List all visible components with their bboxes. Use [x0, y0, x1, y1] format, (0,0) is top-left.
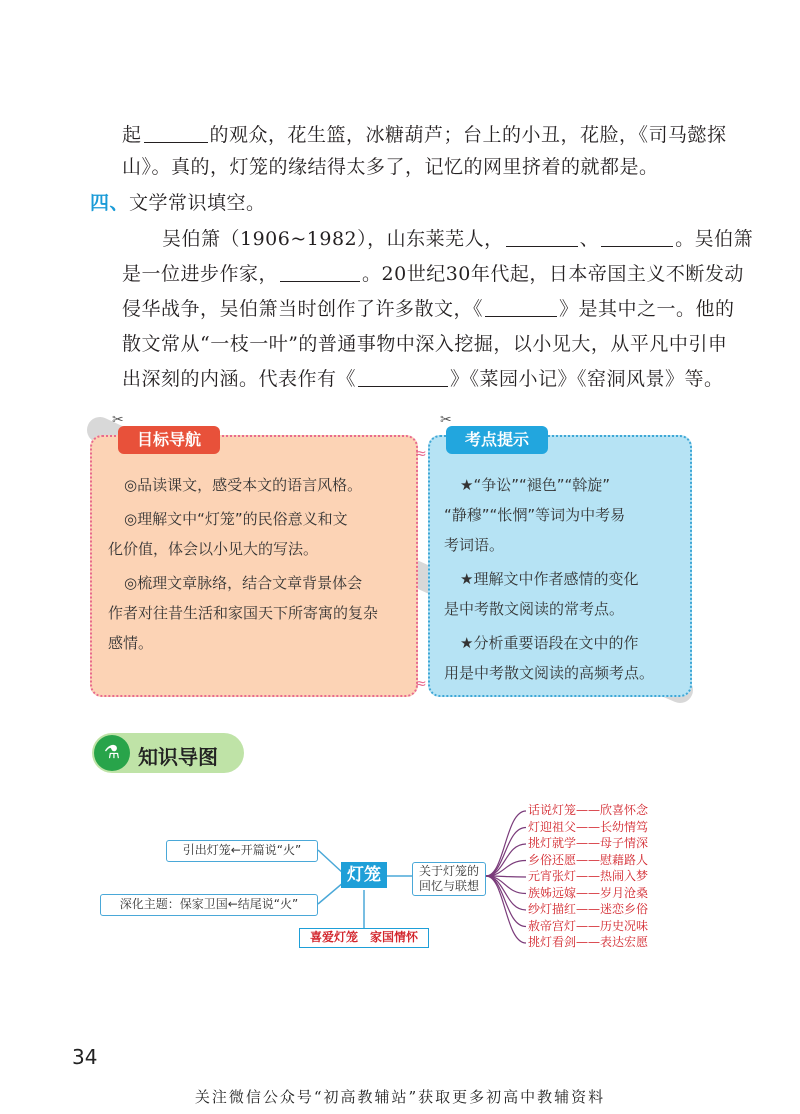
mindmap-title: 知识导图 [138, 745, 218, 769]
tips-tag: 考点提示 [446, 426, 548, 454]
fill-blank[interactable] [601, 228, 673, 247]
box-text-line: 用是中考散文阅读的高频考点。 [444, 664, 655, 682]
box-text-line: 化价值，体会以小见大的写法。 [108, 540, 319, 558]
mindmap-node-emotion: 喜爱灯笼 家国情怀 [299, 928, 429, 948]
mindmap-node-intro: 引出灯笼←开篇说“火” [166, 840, 318, 862]
box-text-line: “静穆”“怅惘”等词为中考易 [444, 506, 626, 524]
memory-item: 纱灯描红——迷恋乡俗 [528, 902, 649, 916]
branch-curve [486, 828, 526, 877]
fill-blank[interactable] [144, 124, 208, 143]
box-text-line: 考词语。 [444, 536, 505, 554]
flask-icon: ⚗ [94, 735, 130, 771]
text-fragment: 》《菜园小记》《窑洞风景》等。 [450, 368, 724, 390]
para-line-1 [162, 224, 753, 251]
section-heading [90, 188, 266, 215]
section-number: 四、 [90, 192, 130, 214]
text-line-1 [122, 120, 727, 147]
para-line-3 [122, 294, 735, 321]
fill-blank[interactable] [358, 368, 448, 387]
para-line-5 [122, 364, 724, 391]
mindmap-node-theme: 深化主题：保家卫国←结尾说“火” [100, 894, 318, 916]
fill-blank[interactable] [485, 298, 557, 317]
node-label: 关于灯笼的 [418, 864, 479, 878]
mindmap-node-memories [412, 862, 486, 896]
text-line-2: 山》。真的，灯笼的缘结得太多了，记忆的网里挤着的就都是。 [122, 156, 659, 178]
ring-clip-icon: ≈ [415, 676, 427, 692]
text-fragment: 吴伯箫（1906~1982），山东莱芜人， [162, 228, 504, 250]
goals-tag: 目标导航 [118, 426, 220, 454]
page-number: 34 [72, 1045, 98, 1069]
memory-item: 挑灯就学——母子情深 [528, 836, 649, 850]
mindmap-center-node: 灯笼 [341, 862, 387, 888]
section-title: 文学常识填空。 [129, 192, 266, 214]
text-fragment: 出深刻的内涵。代表作有《 [122, 368, 357, 390]
scissors-icon: ✂ [440, 412, 452, 428]
text-fragment: 。吴伯箫 [675, 228, 754, 250]
box-text-line: ★理解文中作者感情的变化 [460, 570, 639, 588]
box-text-line: ◎梳理文章脉络，结合文章背景体会 [124, 574, 363, 592]
text-fragment: 》是其中之一。他的 [559, 298, 735, 320]
box-text-line: ★“争讼”“褪色”“斡旋” [460, 476, 611, 494]
memory-item: 族姊远嫁——岁月沧桑 [528, 885, 649, 900]
memory-item: 挑灯看剑——表达宏愿 [528, 935, 649, 949]
box-text-line: ◎品读课文，感受本文的语言风格。 [124, 476, 363, 494]
memory-item: 乡俗还愿——慰藉路人 [528, 852, 649, 867]
memory-item: 话说灯笼——欣喜怀念 [528, 803, 649, 817]
scissors-icon: ✂ [112, 412, 124, 428]
text-fragment: 起 [122, 124, 142, 146]
memory-item: 灯迎祖父——长幼情笃 [528, 819, 649, 834]
fill-blank[interactable] [506, 228, 578, 247]
text-fragment: 的观众，花生篮，冰糖葫芦；台上的小丑，花脸，《司马懿探 [209, 124, 727, 146]
memory-item: 赦帝宫灯——历史况味 [528, 918, 649, 933]
box-text-line: ★分析重要语段在文中的作 [460, 634, 639, 652]
para-line-4: 散文常从“一枝一叶”的普通事物中深入挖掘，以小见大，从平凡中引申 [122, 333, 728, 355]
box-text-line: 作者对往昔生活和家国天下所寄寓的复杂 [108, 604, 379, 622]
text-fragment: 。20世纪30年代起，日本帝国主义不断发动 [362, 263, 744, 285]
box-text-line: ◎理解文中“灯笼”的民俗意义和文 [124, 510, 348, 528]
box-text-line: 感情。 [108, 634, 154, 652]
ring-clip-icon: ≈ [415, 446, 427, 462]
text-fragment: 、 [579, 228, 600, 250]
box-text-line: 是中考散文阅读的常考点。 [444, 600, 625, 618]
footer-note: 关注微信公众号“初高教辅站”获取更多初高中教辅资料 [194, 1088, 606, 1106]
fill-blank[interactable] [280, 263, 360, 282]
node-label: 回忆与联想 [418, 879, 479, 893]
branch-curve [486, 876, 526, 927]
text-fragment: 是一位进步作家， [122, 263, 279, 285]
text-fragment: 侵华战争，吴伯箫当时创作了许多散文，《 [122, 298, 484, 320]
memory-item: 元宵张灯——热闹入梦 [528, 869, 649, 883]
branch-curve [486, 811, 526, 876]
para-line-2 [122, 259, 744, 286]
